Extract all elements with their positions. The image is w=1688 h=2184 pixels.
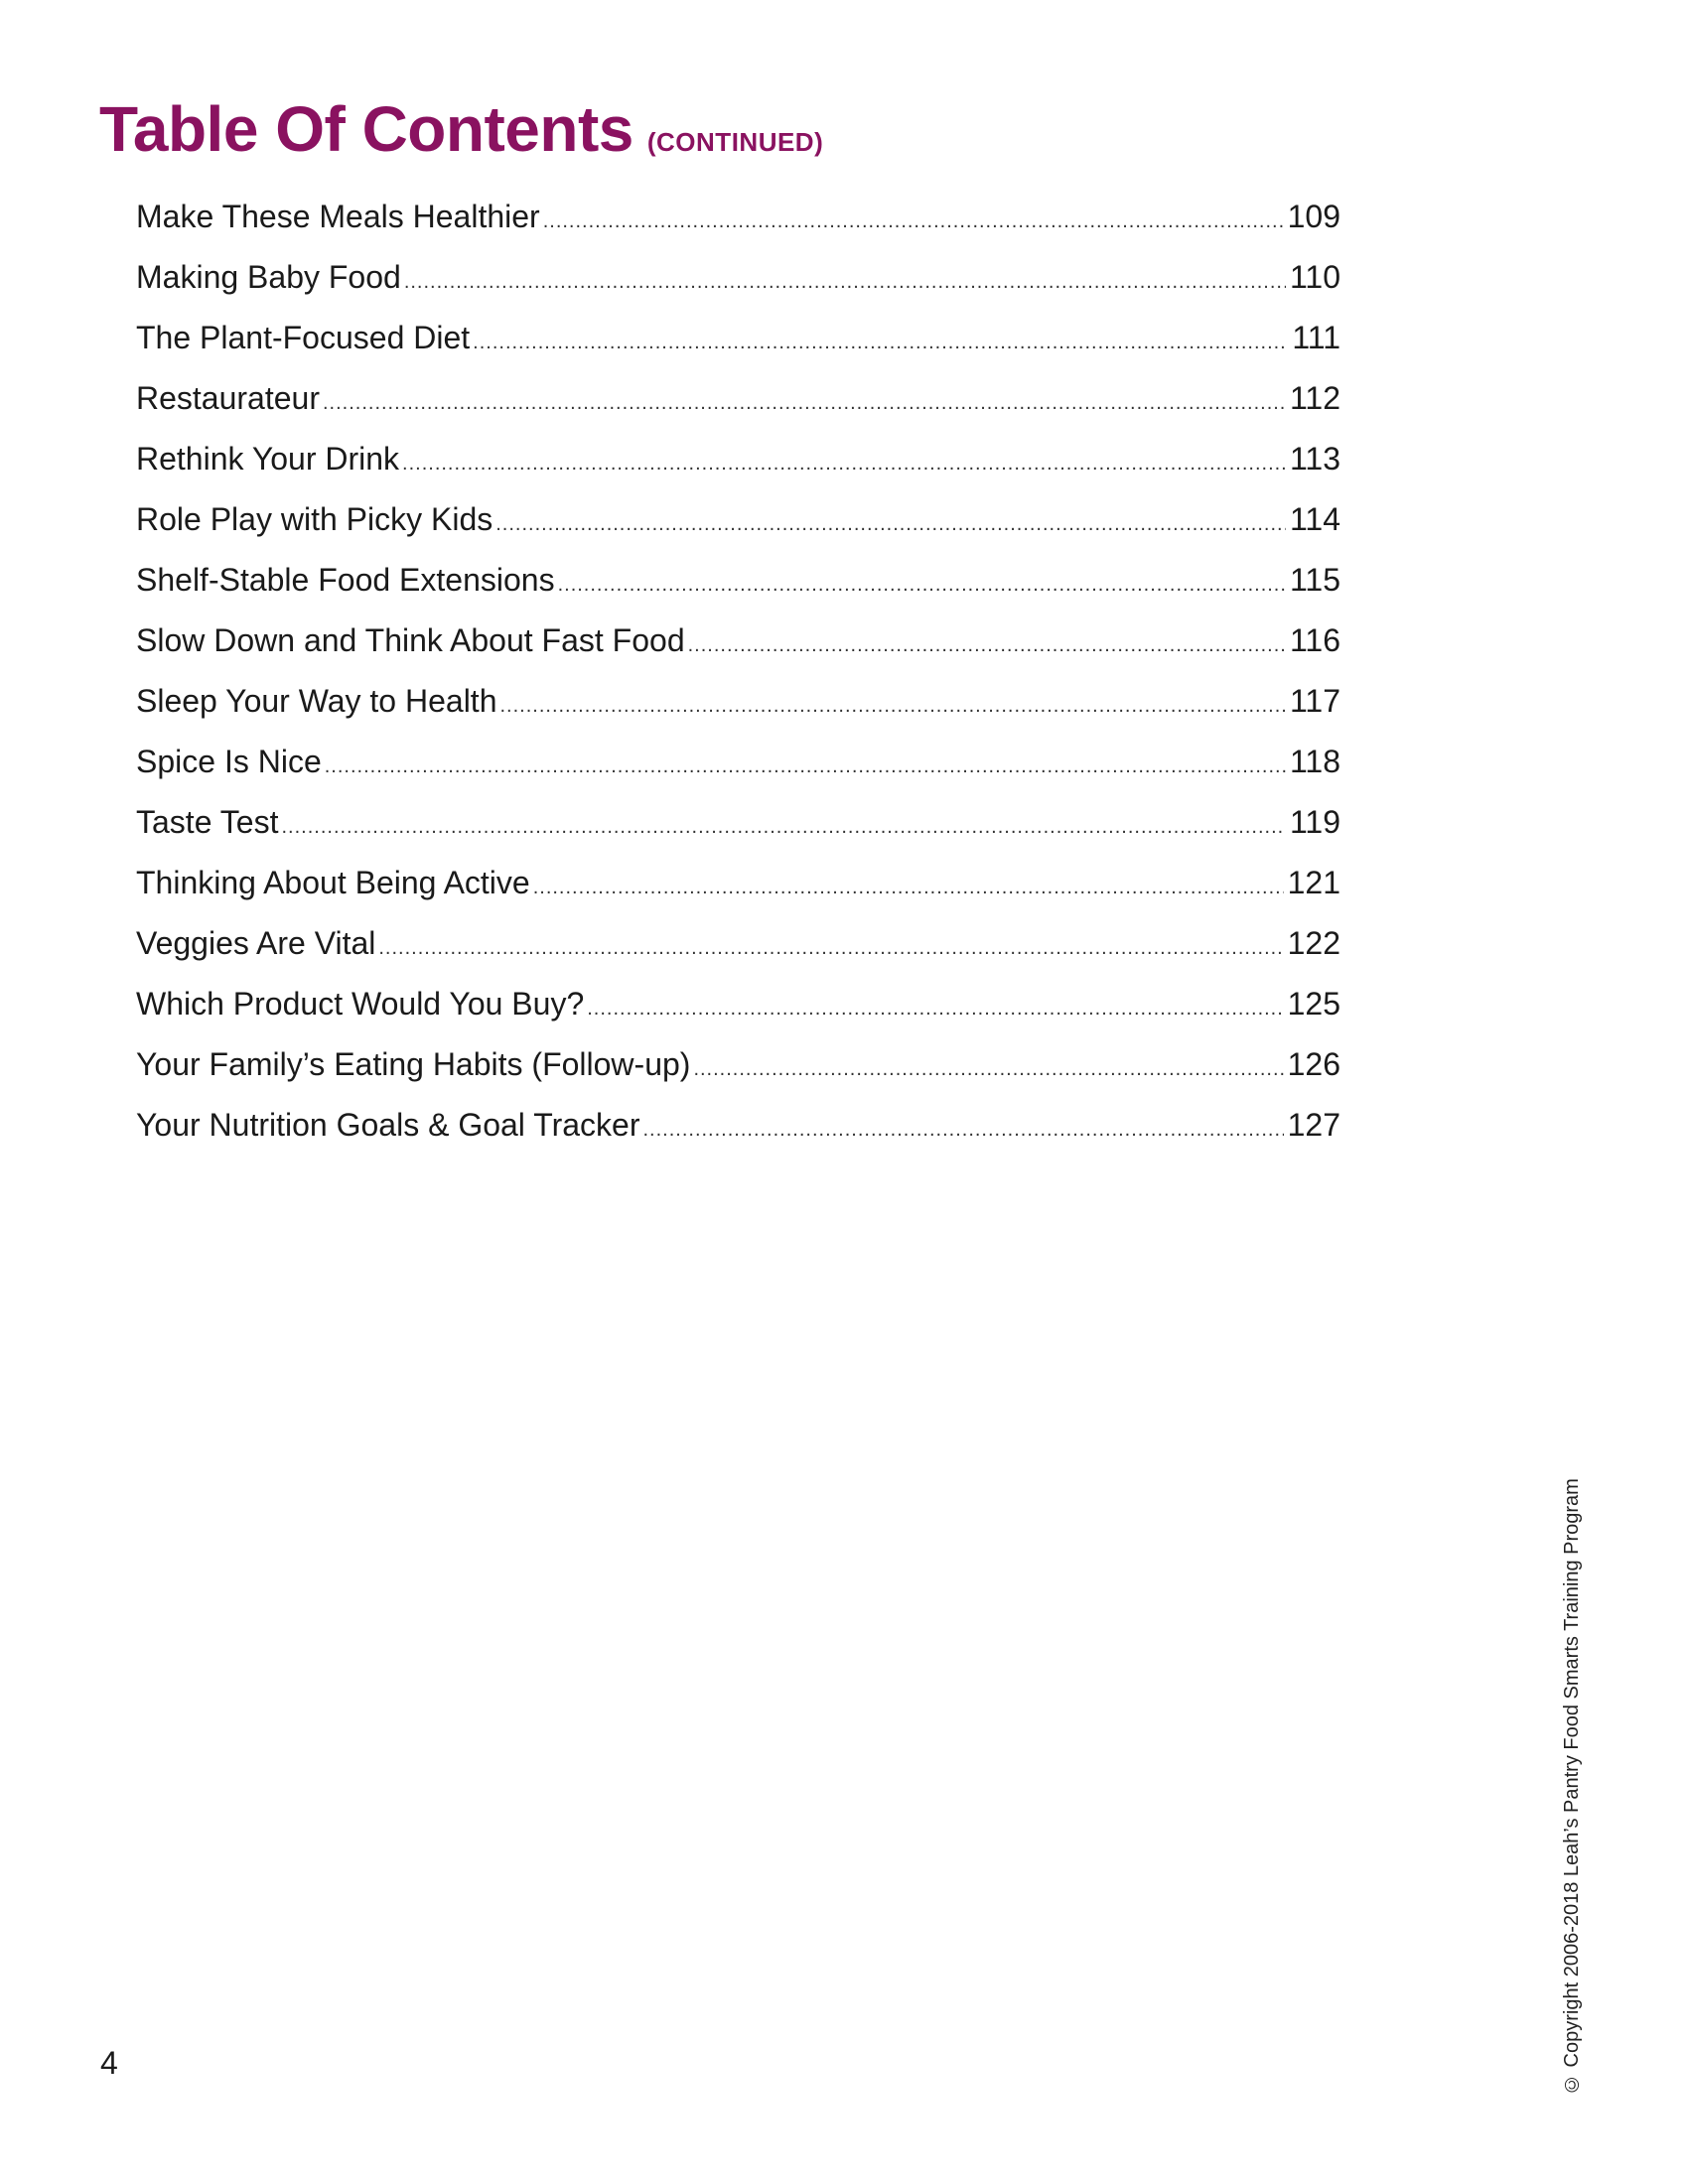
toc-leader-dots: [688, 615, 1286, 676]
toc-entry-label: Restaurateur: [136, 380, 320, 416]
toc-entry-label: The Plant-Focused Diet: [136, 320, 471, 355]
toc-entry-page: 125: [1287, 986, 1340, 1022]
toc-entry-label: Slow Down and Think About Fast Food: [136, 622, 685, 658]
toc-entry[interactable]: [136, 1034, 1340, 1095]
toc-entry-label: Spice Is Nice: [136, 744, 322, 779]
toc-entry-label: Rethink Your Drink: [136, 441, 400, 477]
toc-leader-dots: [404, 252, 1286, 313]
toc-entry-label: Your Family’s Eating Habits (Follow-up): [136, 1046, 691, 1082]
toc-leader-dots: [543, 192, 1284, 252]
toc-entry-label: Which Product Would You Buy?: [136, 986, 585, 1022]
toc-entry[interactable]: [136, 974, 1340, 1034]
toc-entry-page: 115: [1289, 562, 1340, 598]
toc-entry[interactable]: [136, 489, 1340, 550]
page-title: [99, 87, 823, 184]
toc-entry-label: Taste Test: [136, 804, 279, 840]
toc-entry-page: 126: [1287, 1046, 1340, 1082]
toc-leader-dots: [587, 979, 1283, 1039]
toc-leader-dots: [495, 494, 1286, 555]
toc-entry[interactable]: [136, 913, 1340, 974]
toc-leader-dots: [693, 1039, 1283, 1100]
toc-entry-label: Sleep Your Way to Health: [136, 683, 497, 719]
toc-entry-page: 111: [1292, 320, 1340, 355]
copyright-notice: © Copyright 2006-2018 Leah’s Pantry Food Smarts Training Program: [1561, 1478, 1583, 2095]
toc-leader-dots: [402, 434, 1286, 494]
toc-entry-label: Shelf-Stable Food Extensions: [136, 562, 555, 598]
toc-entry-label: Making Baby Food: [136, 259, 401, 295]
page-title-suffix: (CONTINUED): [646, 127, 824, 157]
toc-entry[interactable]: [136, 187, 1340, 247]
toc-leader-dots: [325, 737, 1286, 797]
toc-leader-dots: [642, 1100, 1283, 1160]
toc-entry-page: 109: [1287, 199, 1340, 234]
toc-entry-page: 113: [1289, 441, 1340, 477]
toc-leader-dots: [281, 797, 1286, 858]
toc-entry-page: 117: [1289, 683, 1340, 719]
page-number: 4: [100, 2045, 118, 2081]
table-of-contents: [136, 187, 1340, 1156]
toc-entry-page: 121: [1287, 865, 1340, 900]
toc-entry-page: 114: [1289, 501, 1340, 537]
toc-leader-dots: [323, 373, 1286, 434]
toc-entry-page: 119: [1289, 804, 1340, 840]
toc-entry-page: 116: [1289, 622, 1340, 658]
toc-entry[interactable]: [136, 732, 1340, 792]
toc-entry-label: Veggies Are Vital: [136, 925, 376, 961]
toc-entry-label: Your Nutrition Goals & Goal Tracker: [136, 1107, 640, 1143]
toc-entry[interactable]: [136, 429, 1340, 489]
toc-leader-dots: [533, 858, 1284, 918]
toc-leader-dots: [378, 918, 1283, 979]
page-title-text: Table Of Contents: [99, 93, 633, 165]
toc-leader-dots: [473, 313, 1288, 373]
toc-entry[interactable]: [136, 671, 1340, 732]
toc-entry[interactable]: [136, 853, 1340, 913]
toc-entry-label: Thinking About Being Active: [136, 865, 530, 900]
toc-entry[interactable]: [136, 247, 1340, 308]
toc-entry[interactable]: [136, 368, 1340, 429]
toc-entry[interactable]: [136, 792, 1340, 853]
toc-entry[interactable]: [136, 611, 1340, 671]
toc-entry-page: 110: [1289, 259, 1340, 295]
toc-entry-label: Make These Meals Healthier: [136, 199, 540, 234]
toc-entry[interactable]: [136, 308, 1340, 368]
toc-leader-dots: [499, 676, 1286, 737]
toc-leader-dots: [558, 555, 1286, 615]
toc-entry-page: 112: [1289, 380, 1340, 416]
toc-entry-page: 118: [1289, 744, 1340, 779]
toc-entry[interactable]: [136, 550, 1340, 611]
toc-entry[interactable]: [136, 1095, 1340, 1156]
toc-entry-page: 127: [1287, 1107, 1340, 1143]
toc-entry-label: Role Play with Picky Kids: [136, 501, 493, 537]
toc-entry-page: 122: [1287, 925, 1340, 961]
